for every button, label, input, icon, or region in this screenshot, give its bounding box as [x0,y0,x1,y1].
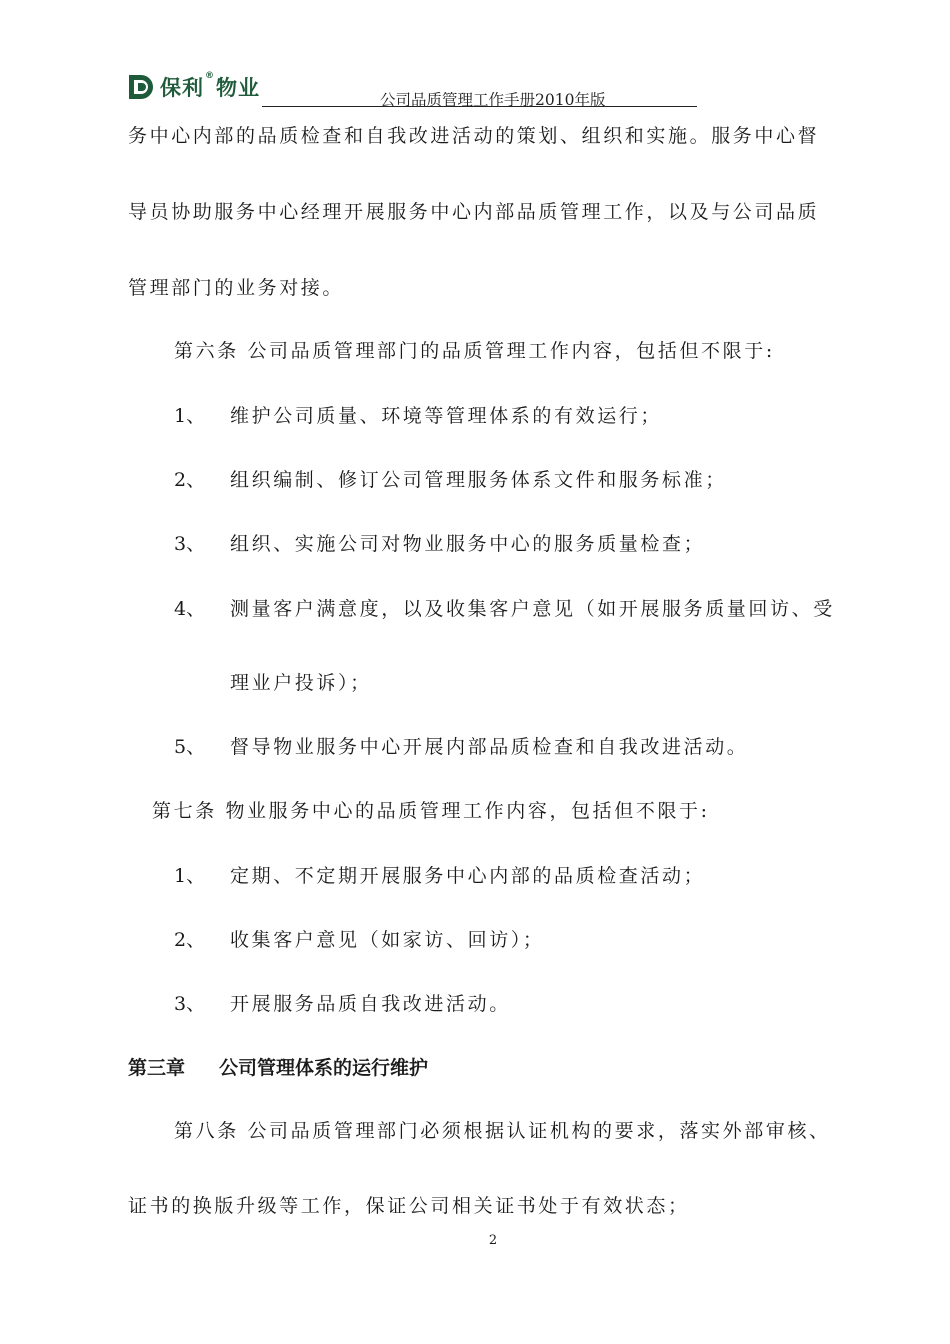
list-item-continuation: 理业户投诉）； [230,672,372,694]
list-number: 2、 [174,929,206,951]
page-number: 2 [488,1233,498,1248]
paragraph-line: 导员协助服务中心经理开展服务中心内部品质管理工作，以及与公司品质 [128,201,820,223]
list-number: 3、 [174,533,206,555]
list-item: 维护公司质量、环境等管理体系的有效运行； [230,405,663,427]
header-divider [262,106,697,107]
paragraph-line: 管理部门的业务对接。 [128,277,345,299]
article-7-title: 第七条 物业服务中心的品质管理工作内容，包括但不限于: [152,800,710,822]
list-item: 收集客户意见（如家访、回访）； [230,929,545,951]
list-number: 4、 [174,598,206,620]
logo-text: 保利 [160,76,204,100]
list-item: 定期、不定期开展服务中心内部的品质检查活动； [230,865,706,887]
header-title: 公司品质管理工作手册2010年版 [380,91,606,109]
article-8-line: 证书的换版升级等工作，保证公司相关证书处于有效状态； [128,1195,690,1217]
list-item: 组织编制、修订公司管理服务体系文件和服务标准； [230,469,727,491]
list-item: 组织、实施公司对物业服务中心的服务质量检查； [230,533,706,555]
article-6-title: 第六条 公司品质管理部门的品质管理工作内容，包括但不限于: [174,340,775,362]
paragraph-line: 务中心内部的品质检查和自我改进活动的策划、组织和实施。服务中心督 [128,125,820,147]
logo-text-2: 物业 [216,76,260,100]
list-item: 测量客户满意度，以及收集客户意见（如开展服务质量回访、受 [230,598,835,620]
chapter-label: 第三章 [128,1057,186,1079]
list-number: 1、 [174,865,206,887]
list-number: 1、 [174,405,206,427]
list-item: 开展服务品质自我改进活动。 [230,993,511,1015]
article-8-line: 第八条 公司品质管理部门必须根据认证机构的要求，落实外部审核、 [174,1120,831,1142]
list-number: 5、 [174,736,206,758]
list-number: 3、 [174,993,206,1015]
chapter-title: 公司管理体系的运行维护 [219,1057,429,1079]
logo-registered-mark: ® [205,71,215,81]
list-item: 督导物业服务中心开展内部品质检查和自我改进活动。 [230,736,749,758]
list-number: 2、 [174,469,206,491]
logo-mark-icon [128,73,156,101]
chapter-heading [128,1059,428,1078]
company-logo [128,72,260,102]
